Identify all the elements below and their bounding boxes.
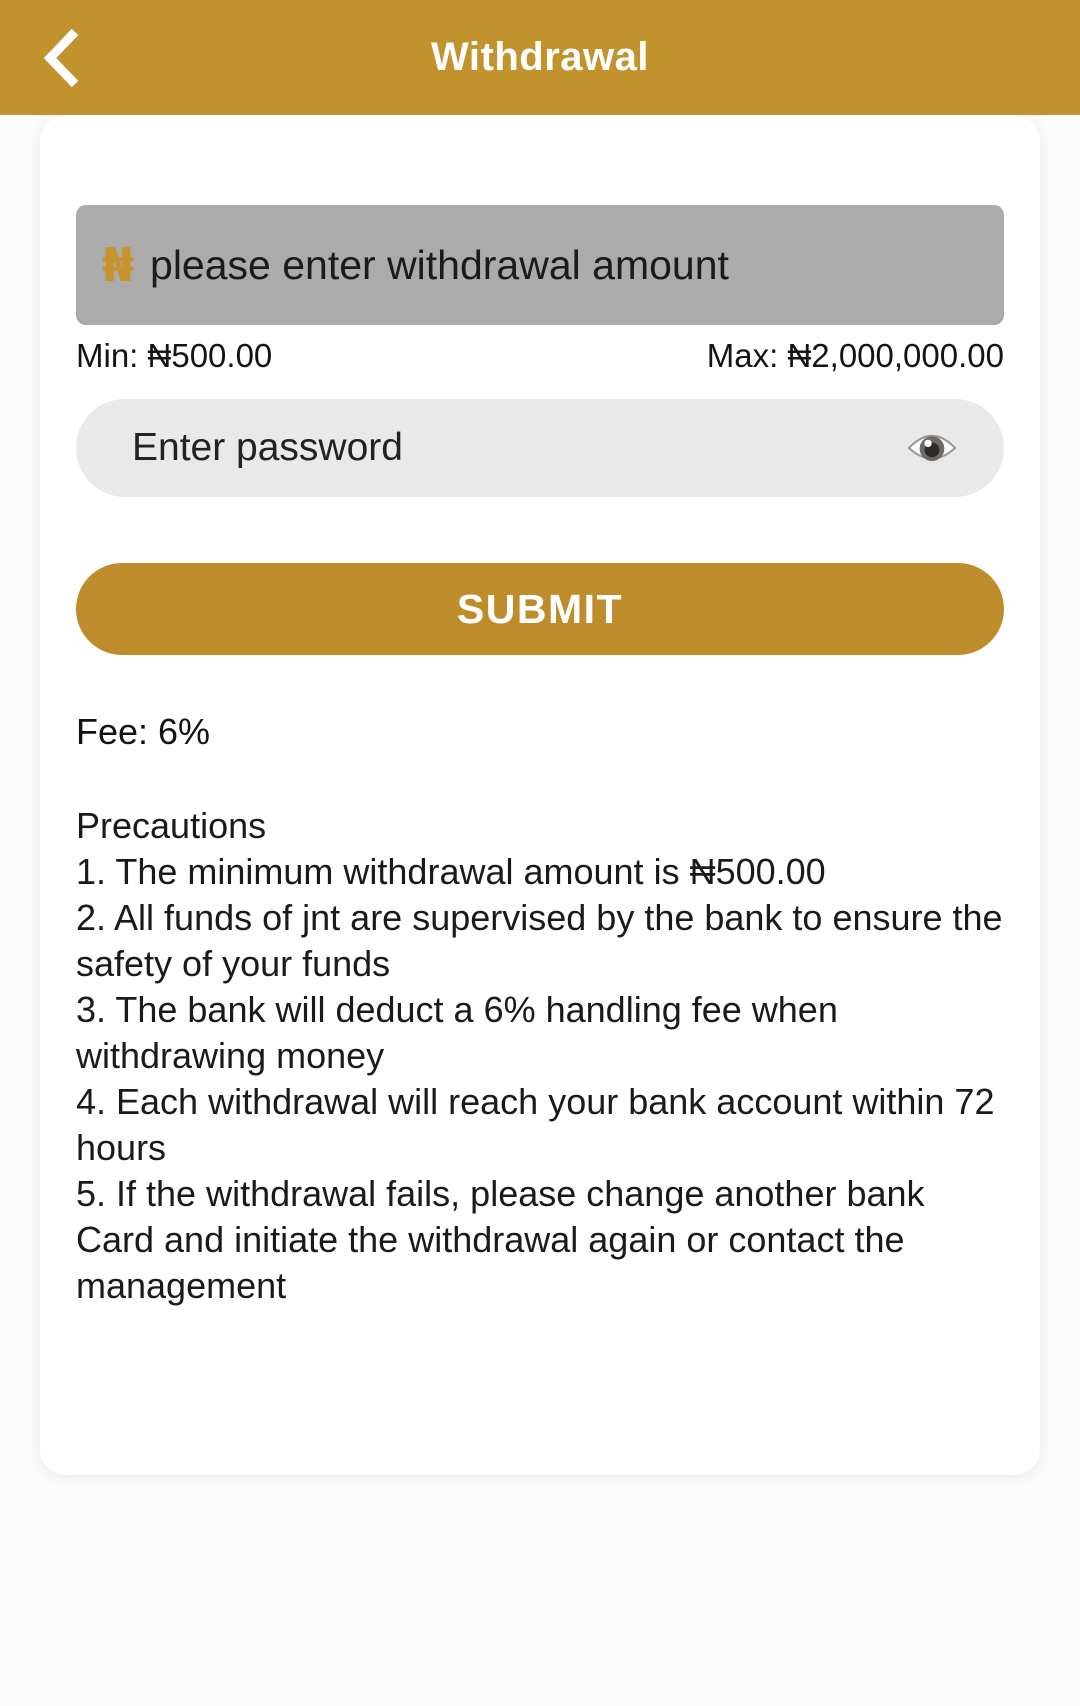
min-limit-label: Min: ₦500.00 [76,337,273,374]
chevron-left-icon [43,27,81,89]
withdrawal-amount-field[interactable] [76,205,1004,325]
naira-icon: ₦ [102,238,135,292]
toggle-password-visibility-button[interactable] [906,426,958,470]
precaution-item: 2. All funds of jnt are supervised by the bank to ensure the safety of your funds [76,897,1003,984]
app-header [0,0,1080,115]
precaution-item: 4. Each withdrawal will reach your bank account within 72 hours [76,1081,995,1168]
page-title: Withdrawal [431,35,649,79]
submit-button[interactable]: SUBMIT [76,563,1004,655]
withdrawal-card [40,115,1040,1475]
password-input[interactable] [132,426,884,470]
precaution-item: 3. The bank will deduct a 6% handling fee when withdrawing money [76,989,838,1076]
password-field[interactable] [76,399,1004,497]
limits-row [76,337,1004,375]
precaution-item: 5. If the withdrawal fails, please change another bank Card and initiate the withdrawal again or contact the management [76,1173,925,1306]
precautions-title: Precautions [76,805,267,846]
precautions-section [76,803,1004,1309]
fee-label: Fee: 6% [76,711,211,752]
eye-icon [907,428,957,468]
back-button[interactable] [30,23,94,93]
max-limit-label: Max: ₦2,000,000.00 [706,337,1004,374]
withdrawal-amount-input[interactable] [150,242,978,289]
precaution-item: 1. The minimum withdrawal amount is ₦500.00 [76,851,826,892]
